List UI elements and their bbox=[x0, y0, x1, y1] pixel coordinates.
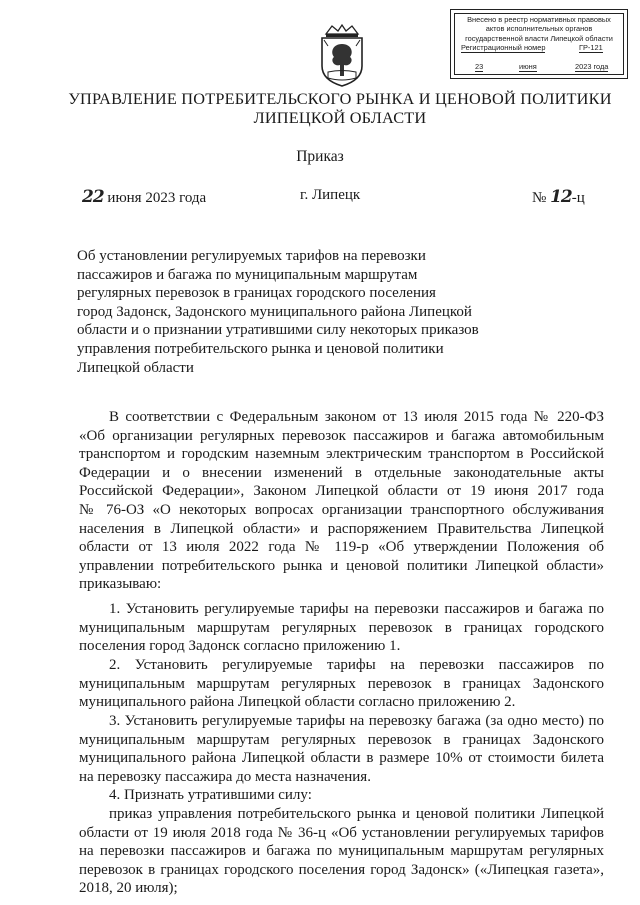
agency-title-line1: УПРАВЛЕНИЕ ПОТРЕБИТЕЛЬСКОГО РЫНКА И ЦЕНОВОЙ ПОЛИТИКИ bbox=[68, 89, 612, 108]
subject-line: Липецкой области bbox=[77, 359, 194, 376]
subject-line: Об установлении регулируемых тарифов на перевозки bbox=[77, 248, 426, 264]
paragraph-line: области от 13 июля 2022 года № 119-р «Об утверждении Положения об bbox=[79, 539, 604, 556]
agency-title-line2: ЛИПЕЦКОЙ ОБЛАСТИ bbox=[253, 108, 427, 127]
stamp-reg-number: ГР-121 bbox=[579, 43, 603, 52]
paragraph-line: муниципальным маршрутам регулярных перевозок в границах Задонского bbox=[79, 731, 604, 748]
paragraph-line: муниципального района Липецкой области согласно приложению 2. bbox=[79, 694, 516, 711]
stamp-day: 23 bbox=[475, 62, 484, 71]
order-item-1 bbox=[79, 600, 604, 656]
order-number bbox=[532, 187, 585, 207]
stamp-month: июня bbox=[519, 62, 537, 71]
paragraph-line: 2018, 20 июля); bbox=[79, 880, 178, 897]
stamp-year: 2023 года bbox=[575, 62, 609, 71]
order-item-3 bbox=[79, 712, 604, 786]
subject-line: регулярных перевозок в границах городского поселения bbox=[77, 285, 436, 302]
paragraph-line: муниципальным маршрутам регулярных перевозок в границах городского bbox=[79, 619, 604, 636]
paragraph-line: муниципальным маршрутам регулярных перевозок в границах Задонского bbox=[79, 675, 604, 692]
paragraph-line: 4. Признать утратившими силу: bbox=[109, 787, 312, 803]
registry-stamp bbox=[450, 9, 628, 79]
paragraph-line: В соответствии с Федеральным законом от 13 июля 2015 года № 220-ФЗ bbox=[109, 409, 604, 425]
handwritten-number: 12 bbox=[550, 187, 572, 207]
paragraph-line: Федерации и о внесении изменений в отдельные законодательные акты bbox=[79, 464, 604, 481]
paragraph-line: населения в Липецкой области» и распоряжением Правительства Липецкой bbox=[79, 520, 604, 537]
order-item-4 bbox=[79, 786, 604, 805]
number-suffix: -ц bbox=[571, 190, 585, 206]
paragraph-line: поселения город Задонск согласно приложению 1. bbox=[79, 638, 401, 655]
paragraph-line: перевозок в границах городского поселения город Задонск» («Липецкая газета», bbox=[79, 861, 604, 878]
stamp-line: актов исполнительных органов bbox=[485, 24, 593, 34]
paragraph-line: управлении потребительского рынка и ценовой политики Липецкой области» bbox=[79, 557, 604, 574]
paragraph-line: «Об организации регулярных перевозок пассажиров и багажа автомобильным bbox=[79, 427, 604, 444]
repealed-order-paragraph bbox=[79, 805, 604, 898]
paragraph-line: 3. Установить регулируемые тарифы на перевозку багажа (за одно место) по bbox=[109, 713, 604, 729]
order-item-2 bbox=[79, 656, 604, 712]
number-sign: № bbox=[532, 190, 547, 206]
preamble-paragraph bbox=[79, 408, 604, 594]
paragraph-line: муниципального района Липецкой области в размере 10% от стоимости билета bbox=[79, 750, 604, 767]
coat-of-arms-emblem bbox=[316, 22, 368, 88]
stamp-line: государственной власти Липецкой области bbox=[465, 33, 613, 43]
paragraph-line: на перевозку пассажира до места назначения. bbox=[79, 768, 371, 785]
subject-line: управления потребительского рынка и ценовой политики bbox=[77, 340, 444, 357]
paragraph-line: № 76-ОЗ «О некоторых вопросах организации транспортного обслуживания bbox=[79, 501, 604, 518]
paragraph-line: приказ управления потребительского рынка и ценовой политики Липецкой bbox=[109, 806, 604, 822]
paragraph-line: на перевозки пассажиров и багажа по муниципальным маршрутам регулярных bbox=[79, 843, 604, 860]
subject-line: области и о признании утратившими силу некоторых приказов bbox=[77, 322, 479, 339]
paragraph-line: приказываю: bbox=[79, 576, 162, 593]
stamp-line: Внесено в реестр нормативных правовых bbox=[467, 15, 611, 24]
paragraph-line: Российской Федерации», Законом Липецкой области от 19 июня 2017 года bbox=[79, 483, 604, 500]
subject-line: пассажиров и багажа по муниципальным маршрутам bbox=[77, 266, 418, 283]
order-city: г. Липецк bbox=[300, 187, 361, 203]
order-subject bbox=[77, 247, 497, 377]
paragraph-line: области от 19 июля 2018 года № 36-ц «Об установлении регулируемых тарифов bbox=[79, 824, 604, 841]
order-date-text: июня 2023 года bbox=[107, 190, 207, 206]
handwritten-day: 22 bbox=[82, 187, 104, 207]
paragraph-line: 2. Установить регулируемые тарифы на перевозки пассажиров по bbox=[109, 657, 604, 673]
stamp-reg-label: Регистрационный номер bbox=[461, 43, 546, 52]
subject-line: город Задонск, Задонского муниципального района Липецкой bbox=[77, 303, 472, 320]
order-date bbox=[82, 187, 206, 207]
paragraph-line: транспортом и городским наземным электрическим транспортом в Российской bbox=[79, 446, 604, 463]
document-type: Приказ bbox=[296, 148, 344, 165]
paragraph-line: 1. Установить регулируемые тарифы на перевозки пассажиров и багажа по bbox=[109, 601, 604, 617]
